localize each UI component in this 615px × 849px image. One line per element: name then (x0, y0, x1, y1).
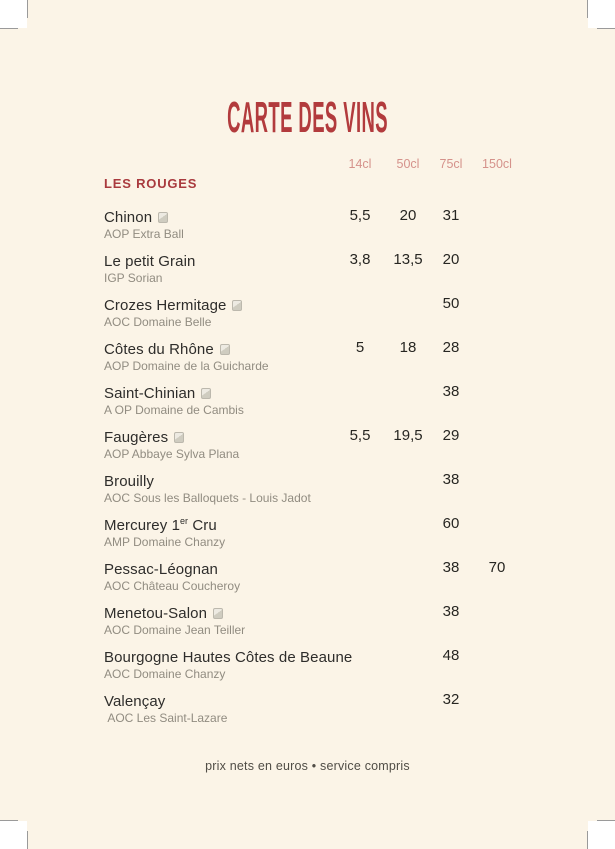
footer-note: prix nets en euros • service compris (205, 759, 410, 773)
price-75cl: 38 (442, 383, 460, 400)
section-heading-les-rouges: LES ROUGES (104, 176, 198, 191)
price-14cl: 5 (355, 339, 365, 356)
wine-name: Saint-Chinian (104, 385, 196, 402)
crop-mark (597, 820, 615, 821)
wine-appellation: AOP Domaine de la Guicharde (104, 359, 269, 373)
wine-name-line (104, 337, 536, 358)
crop-mark (597, 28, 615, 29)
wine-appellation: AOC Domaine Chanzy (104, 667, 226, 681)
organic-badge-icon (213, 608, 223, 619)
crop-mark (587, 831, 588, 849)
price-150cl: 70 (488, 559, 506, 576)
crop-mark (27, 0, 28, 18)
size-column-headers (104, 157, 536, 173)
wine-row (104, 245, 536, 289)
wine-name: Brouilly (104, 473, 154, 490)
column-header-75cl: 75cl (439, 157, 463, 171)
crop-mark (0, 28, 18, 29)
column-header-14cl: 14cl (348, 157, 372, 171)
wine-name-line (104, 205, 536, 226)
price-75cl: 38 (442, 559, 460, 576)
price-75cl: 38 (442, 471, 460, 488)
wine-appellation: AOC Sous les Balloquets - Louis Jadot (104, 491, 311, 505)
wine-name: Mercurey 1 (104, 517, 181, 534)
wine-name: Faugères (104, 429, 169, 446)
price-75cl: 28 (442, 339, 460, 356)
page-title-text: CARTE DES VINS (227, 93, 388, 142)
wine-appellation: AOP Abbaye Sylva Plana (104, 447, 240, 461)
wine-name-line (104, 425, 536, 446)
price-14cl: 5,5 (349, 427, 371, 444)
price-75cl: 48 (442, 647, 460, 664)
price-50cl: 18 (399, 339, 417, 356)
wine-row (104, 553, 536, 597)
wine-name: Chinon (104, 209, 153, 226)
trim-corner (0, 0, 27, 28)
column-header-50cl: 50cl (396, 157, 420, 171)
wine-appellation: AOC Les Saint-Lazare (104, 711, 228, 725)
price-75cl: 38 (442, 603, 460, 620)
wine-name-line (104, 601, 536, 622)
wine-name: Pessac-Léognan (104, 561, 218, 578)
crop-mark (587, 0, 588, 18)
price-75cl: 32 (442, 691, 460, 708)
price-75cl: 60 (442, 515, 460, 532)
wine-appellation: AOC Domaine Belle (104, 315, 212, 329)
trim-corner (0, 821, 27, 849)
wine-name-line (104, 557, 536, 578)
price-50cl: 20 (399, 207, 417, 224)
wine-row (104, 597, 536, 641)
wine-name: Crozes Hermitage (104, 297, 227, 314)
wine-appellation: AOC Château Coucheroy (104, 579, 241, 593)
crop-mark (0, 820, 18, 821)
price-75cl: 31 (442, 207, 460, 224)
price-75cl: 29 (442, 427, 460, 444)
wine-appellation: AOC Domaine Jean Teiller (104, 623, 246, 637)
trim-corner (588, 821, 615, 849)
wine-name: Le petit Grain (104, 253, 196, 270)
price-14cl: 5,5 (349, 207, 371, 224)
wine-name-line (104, 293, 536, 314)
wine-appellation: AMP Domaine Chanzy (104, 535, 226, 549)
wine-row (104, 641, 536, 685)
wine-name: Valençay (104, 693, 166, 710)
wine-name-suffix: Cru (188, 517, 217, 534)
price-50cl: 13,5 (393, 251, 423, 268)
wine-list (104, 201, 536, 729)
wine-name-line (104, 645, 536, 666)
trim-corner (588, 0, 615, 28)
wine-row (104, 377, 536, 421)
crop-mark (27, 831, 28, 849)
organic-badge-icon (201, 388, 211, 399)
wine-row (104, 509, 536, 553)
wine-name-superscript: er (180, 516, 189, 526)
column-header-150cl: 150cl (482, 157, 512, 171)
price-75cl: 20 (442, 251, 460, 268)
wine-row (104, 685, 536, 729)
price-75cl: 50 (442, 295, 460, 312)
page-title (0, 93, 615, 142)
organic-badge-icon (158, 212, 168, 223)
wine-name-line (104, 469, 536, 490)
wine-appellation: A OP Domaine de Cambis (104, 403, 244, 417)
price-14cl: 3,8 (349, 251, 371, 268)
price-50cl: 19,5 (393, 427, 423, 444)
wine-name-line (104, 513, 536, 534)
wine-name: Menetou-Salon (104, 605, 208, 622)
wine-appellation: IGP Sorian (104, 271, 163, 285)
wine-row (104, 289, 536, 333)
organic-badge-icon (174, 432, 184, 443)
wine-row (104, 333, 536, 377)
wine-name: Bourgogne Hautes Côtes de Beaune (104, 649, 353, 666)
wine-name-line (104, 689, 536, 710)
wine-name-line (104, 381, 536, 402)
wine-row (104, 421, 536, 465)
organic-badge-icon (220, 344, 230, 355)
organic-badge-icon (232, 300, 242, 311)
wine-name-line (104, 249, 536, 270)
wine-row (104, 465, 536, 509)
wine-row (104, 201, 536, 245)
wine-appellation: AOP Extra Ball (104, 227, 184, 241)
wine-name: Côtes du Rhône (104, 341, 214, 358)
